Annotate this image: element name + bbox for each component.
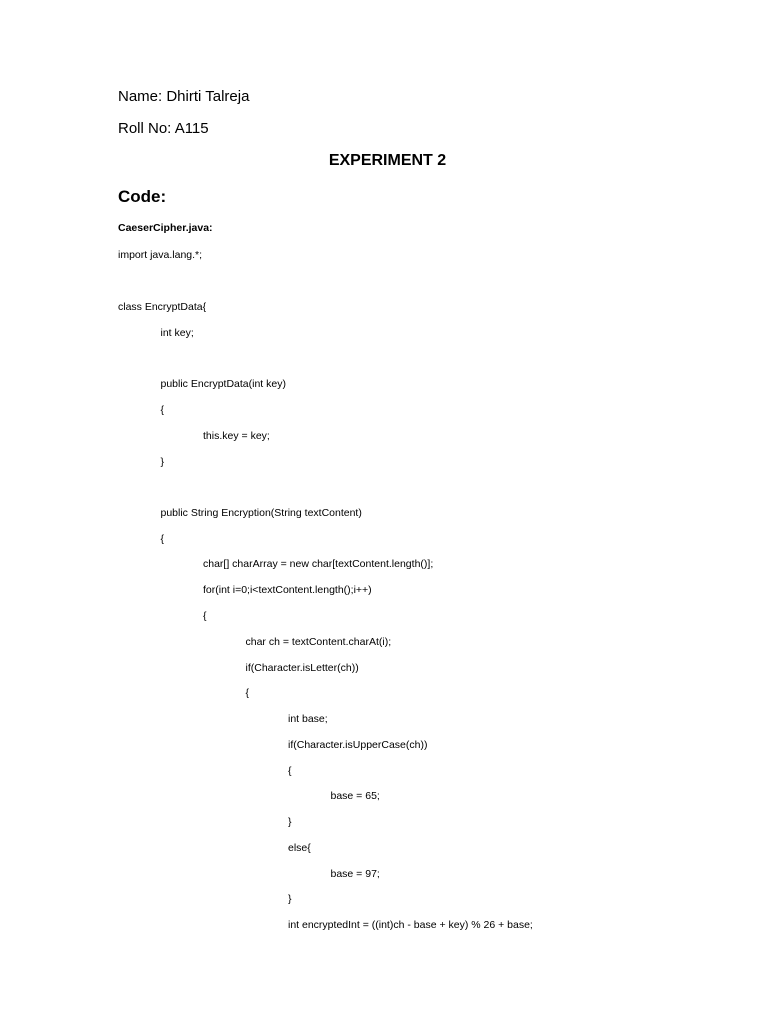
experiment-title: EXPERIMENT 2 bbox=[328, 152, 447, 169]
code-line: public EncryptData(int key) bbox=[160, 378, 286, 390]
code-line: else{ bbox=[288, 842, 311, 854]
student-name: Name: Dhirti Talreja bbox=[118, 88, 250, 105]
code-line: { bbox=[245, 687, 250, 699]
code-line: for(int i=0;i<textContent.length();i++) bbox=[203, 584, 372, 596]
code-line: base = 97; bbox=[330, 868, 380, 880]
code-line: { bbox=[203, 610, 207, 622]
code-line: if(Character.isUpperCase(ch)) bbox=[288, 739, 428, 751]
code-line: int encryptedInt = ((int)ch - base + key) % 26 + base; bbox=[288, 919, 533, 931]
file-name: CaeserCipher.java: bbox=[118, 222, 213, 234]
code-line: char[] charArray = new char[textContent.length()]; bbox=[203, 558, 434, 570]
code-line: if(Character.isLetter(ch)) bbox=[245, 662, 359, 674]
code-line: char ch = textContent.charAt(i); bbox=[245, 636, 392, 648]
code-line: import java.lang.*; bbox=[118, 249, 203, 261]
code-line: } bbox=[288, 816, 292, 828]
code-line: } bbox=[288, 893, 292, 905]
code-line: int base; bbox=[288, 713, 328, 725]
code-line: this.key = key; bbox=[203, 430, 270, 442]
code-line: public String Encryption(String textContent) bbox=[160, 507, 362, 519]
code-line: { bbox=[160, 404, 165, 416]
code-line: int key; bbox=[160, 327, 194, 339]
code-line: { bbox=[160, 533, 165, 545]
code-line: base = 65; bbox=[330, 790, 380, 802]
roll-number: Roll No: A115 bbox=[118, 120, 209, 137]
code-line: { bbox=[288, 765, 292, 777]
code-heading: Code: bbox=[118, 187, 167, 206]
code-line: class EncryptData{ bbox=[118, 301, 207, 313]
code-line: } bbox=[160, 456, 165, 468]
